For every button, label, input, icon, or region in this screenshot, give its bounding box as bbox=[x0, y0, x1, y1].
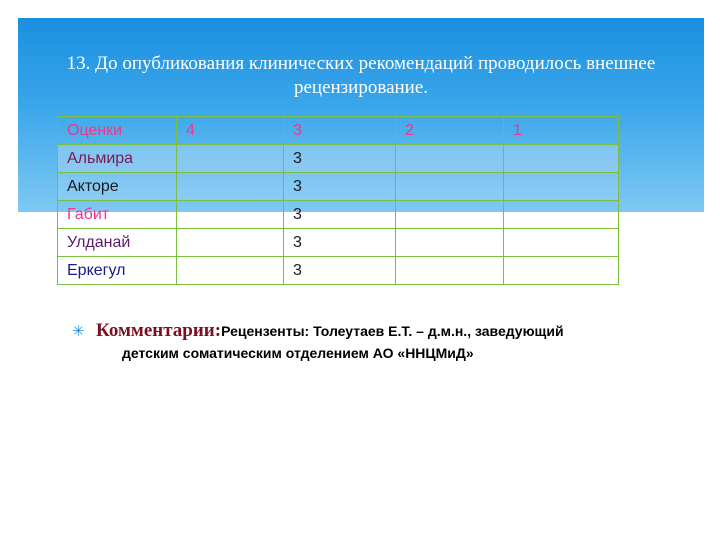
comment-text-line-1: Рецензенты: Толеутаев Е.Т. – д.м.н., заведующий bbox=[221, 323, 564, 339]
table-cell: Акторе bbox=[58, 173, 177, 201]
comment-heading: Комментарии: bbox=[96, 320, 222, 341]
table-cell bbox=[396, 145, 504, 173]
table-cell bbox=[396, 201, 504, 229]
table-row bbox=[58, 201, 619, 229]
title-line-2: рецензирование. bbox=[293, 77, 429, 98]
table-header-row bbox=[58, 117, 619, 145]
table-cell bbox=[396, 257, 504, 285]
header-cell: 3 bbox=[284, 117, 396, 145]
table-cell bbox=[504, 173, 619, 201]
comment-block bbox=[72, 320, 676, 364]
table-cell bbox=[396, 229, 504, 257]
table-cell bbox=[177, 257, 284, 285]
table-cell bbox=[177, 173, 284, 201]
table-cell: 3 bbox=[284, 257, 396, 285]
table-cell: Габит bbox=[58, 201, 177, 229]
table-cell: 3 bbox=[284, 201, 396, 229]
table-cell bbox=[177, 145, 284, 173]
comment-text-line-2: детским соматическим отделением АО «ННЦМиД» bbox=[122, 345, 474, 361]
table-cell: 3 bbox=[284, 229, 396, 257]
table-row bbox=[58, 173, 619, 201]
table-cell: Альмира bbox=[58, 145, 177, 173]
table-cell: 3 bbox=[284, 173, 396, 201]
slide-title bbox=[18, 52, 704, 100]
header-cell: 2 bbox=[396, 117, 504, 145]
table-cell bbox=[504, 257, 619, 285]
bullet-icon: ✳ bbox=[72, 323, 85, 340]
title-line-1: 13. До опубликования клинических рекомендаций проводилось внешнее bbox=[66, 53, 656, 74]
table-row bbox=[58, 229, 619, 257]
header-cell: 1 bbox=[504, 117, 619, 145]
header-cell: 4 bbox=[177, 117, 284, 145]
table-row bbox=[58, 145, 619, 173]
table-cell: 3 bbox=[284, 145, 396, 173]
table-cell: Еркегул bbox=[58, 257, 177, 285]
table-cell bbox=[177, 201, 284, 229]
table-cell bbox=[177, 229, 284, 257]
grades-table bbox=[57, 116, 619, 285]
header-cell: Оценки bbox=[58, 117, 177, 145]
table-cell bbox=[396, 173, 504, 201]
table-row bbox=[58, 257, 619, 285]
table-cell bbox=[504, 145, 619, 173]
table-cell bbox=[504, 201, 619, 229]
table-cell bbox=[504, 229, 619, 257]
table-cell: Улданай bbox=[58, 229, 177, 257]
